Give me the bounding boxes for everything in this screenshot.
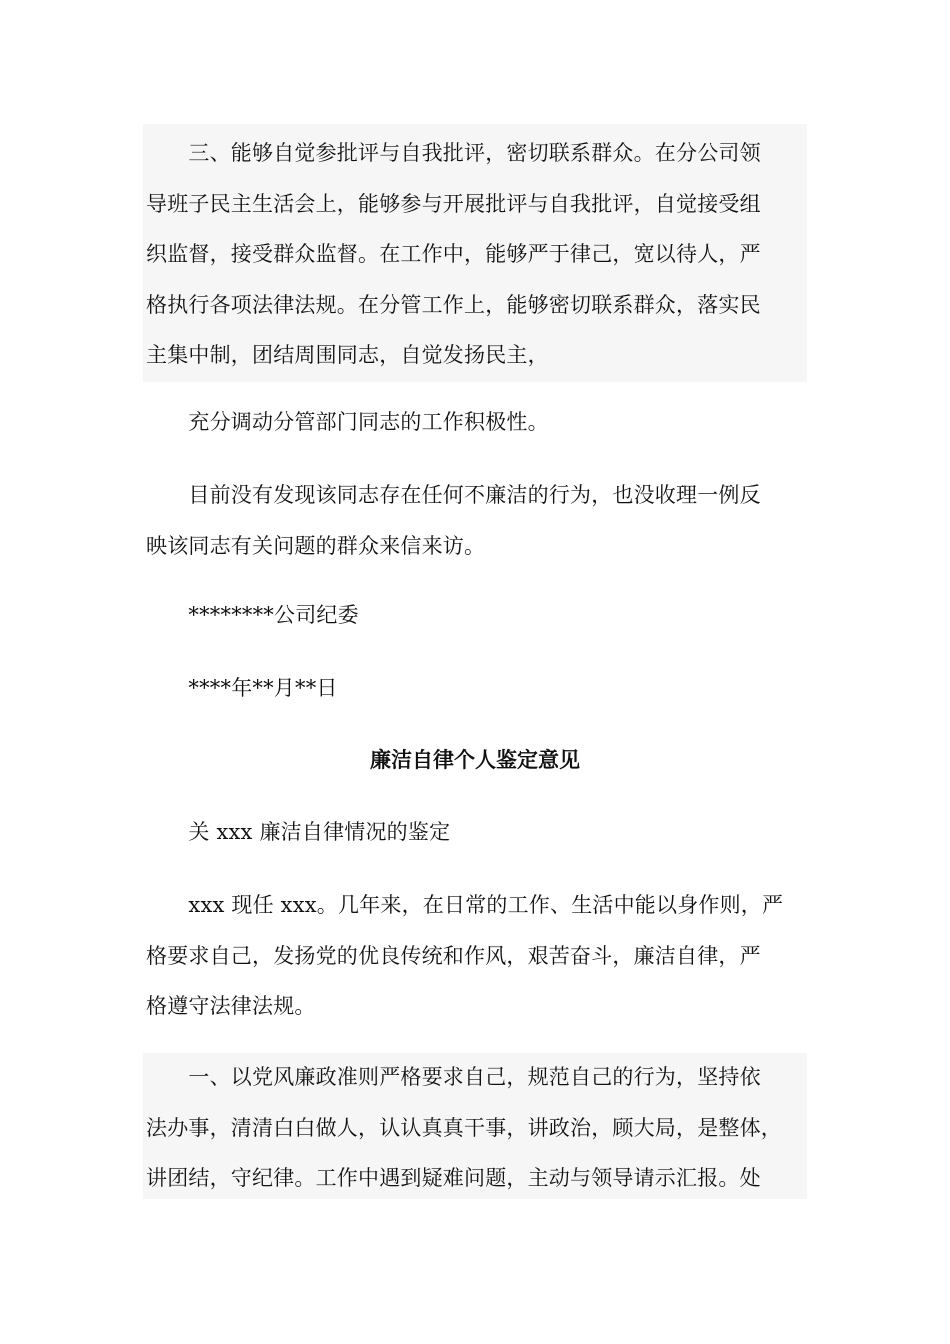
text-line: 映该同志有关问题的群众来信来访。 (146, 533, 486, 558)
section-title: 廉洁自律个人鉴定意见 (370, 748, 580, 772)
text-line: xxx 现任 xxx。几年来，在日常的工作、生活中能以身作则，严 (146, 893, 784, 917)
text-line: 充分调动分管部门同志的工作积极性。 (146, 410, 549, 434)
paragraph-no-misconduct (146, 470, 761, 571)
text-line: 导班子民主生活会上，能够参与开展批评与自我批评，自觉接受组 (146, 191, 761, 216)
text-line: 讲团结，守纪律。工作中遇到疑难问题，主动与领导请示汇报。处 (146, 1166, 761, 1190)
text-line: 一、以党风廉政准则严格要求自己，规范自己的行为，坚持依 (146, 1065, 761, 1089)
text-line: 主集中制，团结周围同志，自觉发扬民主， (146, 343, 549, 367)
signature-date: ****年**月**日 (146, 676, 338, 700)
paragraph-criticism (146, 128, 761, 381)
text-line: 织监督，接受群众监督。在工作中，能够严于律己，宽以待人，严 (146, 242, 761, 266)
paragraph-mobilize (146, 397, 549, 448)
text-line: 格要求自己，发扬党的优良传统和作风，艰苦奋斗，廉洁自律，严 (146, 943, 761, 968)
text-line: 格执行各项法律法规。在分管工作上，能够密切联系群众，落实民 (146, 292, 761, 317)
signature-organization: ********公司纪委 (146, 603, 359, 627)
paragraph-point-one (146, 1052, 782, 1204)
text-line: 法办事，清清白白做人，认认真真干事，讲政治，顾大局，是整体， (146, 1115, 782, 1140)
paragraph-intro (146, 880, 783, 1032)
text-line: 格遵守法律法规。 (146, 994, 316, 1018)
subtitle: 关 xxx 廉洁自律情况的鉴定 (146, 820, 451, 844)
text-line: 目前没有发现该同志存在任何不廉洁的行为，也没收理一例反 (146, 483, 761, 507)
text-line: 三、能够自觉参批评与自我批评，密切联系群众。在分公司领 (146, 141, 761, 165)
